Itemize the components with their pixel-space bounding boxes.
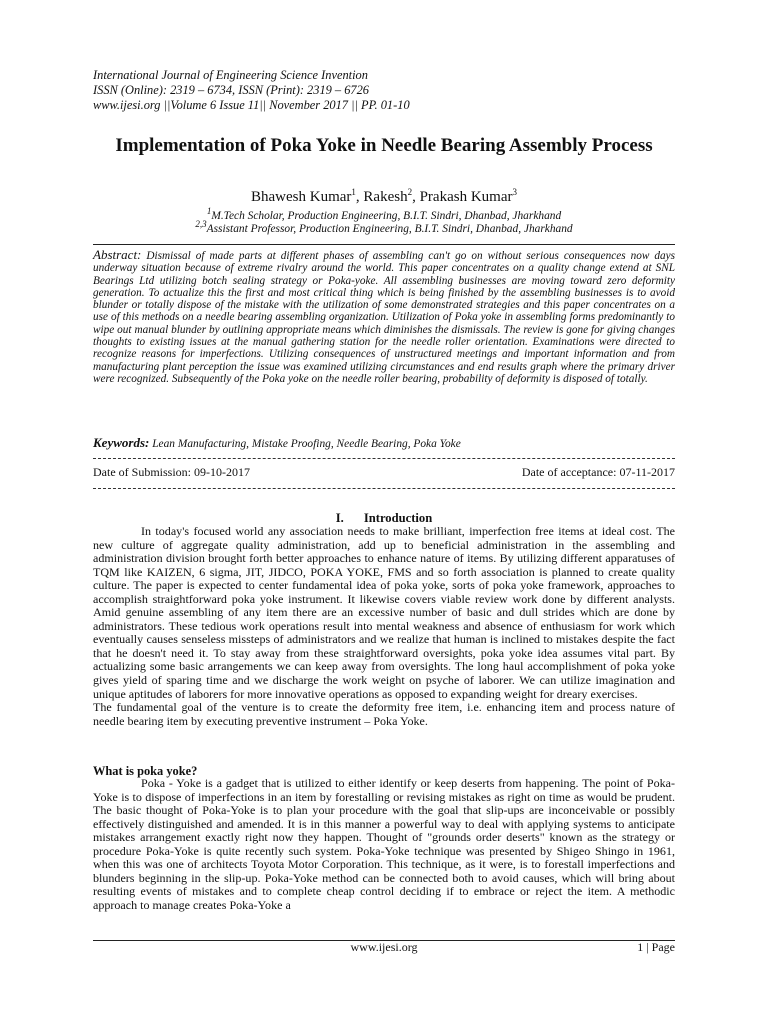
subsection-heading: What is poka yoke?: [93, 764, 198, 778]
section-title: Introduction: [363, 511, 433, 525]
subsection-body: [93, 777, 675, 912]
affiliation-text: Assistant Professor, Production Engineering, B.I.T. Sindri, Dhanbad, Jharkhand: [206, 223, 573, 235]
section-number: I.: [335, 511, 344, 525]
paragraph: Poka - Yoke is a gadget that is utilized to either identify or keep deserts from happening. The point of Poka-Yoke is to dispose of imperfections in an item by forestalling or revising mistakes as right on time as would be prudent. The basic thought of Poka-Yoke is to plan your procedure with the goal that slip-ups are inconceivable or possibly effectively distinguished and amended. It is in this manner a powerful way to deal with applying systems to anticipate mistakes arrangement exactly right now they happen. Thought of "grounds order deserts" known as the strategy or procedure Poka-Yoke is quite recently such system. Poka-Yoke technique was presented by Shigeo Shingo in 1961, when this was one of architects Toyota Motor Corporation. This technique, as it were, is to forestall imperfections and blunders beginning in the slip-up. Poka-Yoke method can be connected both to avoid causes, which will bring about resulting events of mistakes and to complete cheap control deciding if to embrace or reject the item. A methodic approach to manage creates Poka-Yoke a: [93, 776, 675, 912]
abstract-label: Abstract:: [93, 247, 142, 262]
paper-title: Implementation of Poka Yoke in Needle Bearing Assembly Process: [115, 135, 653, 156]
author-name: Rakesh: [363, 189, 408, 205]
submission-date: Date of Submission: 09-10-2017: [93, 465, 250, 479]
dates-row: [93, 465, 675, 480]
paragraph: The fundamental goal of the venture is to create the deformity free item, i.e. enhancing item and process nature of needle bearing item by executing preventive instrument – Poka Yoke.: [93, 700, 675, 728]
section-heading: [93, 511, 675, 525]
author-sup: 1: [351, 187, 356, 197]
abstract-top-rule: [93, 244, 675, 245]
author-list: Bhawesh Kumar$^1$, Rakesh$^2$, Prakash Kumar$^3$: [251, 187, 517, 205]
keywords: [93, 436, 675, 451]
affiliation-text: M.Tech Scholar, Production Engineering, B.I.T. Sindri, Dhanbad, Jharkhand: [211, 210, 562, 222]
introduction-body: [93, 525, 675, 728]
keywords-label: Keywords:: [93, 435, 150, 450]
abstract: [93, 249, 675, 385]
affiliation-sup: 1: [206, 206, 212, 217]
footer-site: www.ijesi.org: [350, 940, 418, 954]
affiliation: [93, 206, 675, 223]
author-sup: 3: [512, 187, 517, 197]
affiliation: [93, 219, 675, 236]
author-name: Bhawesh Kumar: [251, 189, 352, 205]
keywords-text: Lean Manufacturing, Mistake Proofing, Needle Bearing, Poka Yoke: [152, 438, 461, 450]
paragraph: In today's focused world any association needs to make brilliant, imperfection free items at ideal cost. The new culture of aggregate quality administration, add up to beneficial administration in the assembling and administration division brought forth better approaches to enhance nature of items. By utilizing different apparatuses of TQM like KAIZEN, 6 sigma, JIT, JIDCO, POKA YOKE, FMS and so forth association is planned to create quality culture. The paper is expected to center fundamental idea of poka yoke, sorts of poka yoke framework, approaches to accomplish straightforward poka yoke instrument. It likewise covers viable review work done by different analysts. Amid genuine assembling of any item there are an excessive number of basic and dull strides which are done by administrators. These tedious work operations result into mental weakness and absence of enthusiasm for work which eventually causes senseless missteps of administrators and we realize that human is inclined to mistakes despite the fact that he doesn't need it. To stay away from these straightforward oversights, poka yoke idea assumes vital part. By actualizing some basic arrangements we can keep away from oversights. The long haul accomplishment of poka yoke gives yield of sparing time and we discharge the work weight on psyche of laborer. We can utilize imagination and unique aptitudes of laborers for more innovative operations as opposed to expanding weight for dreary exercises.: [93, 524, 675, 701]
journal-header: [93, 68, 410, 113]
acceptance-date: Date of acceptance: 07-11-2017: [521, 465, 675, 479]
dates-bottom-divider: [93, 488, 675, 489]
author-name: Prakash Kumar: [419, 189, 513, 205]
journal-volume: www.ijesi.org ||Volume 6 Issue 11|| November 2017 || PP. 01-10: [93, 98, 410, 112]
journal-issn: ISSN (Online): 2319 – 6734, ISSN (Print): 2319 – 6726: [93, 83, 370, 97]
author-sup: 2: [407, 187, 413, 197]
dates-top-divider: [93, 458, 675, 459]
affiliation-sup: 2,3: [195, 219, 207, 230]
page-number: 1 | Page: [637, 940, 675, 954]
paper-page: [93, 0, 675, 1024]
abstract-text: Dismissal of made parts at different phases of assembling can't go on without serious consequences now days underway situation because of extreme rivalry around the world. This paper concentrates on a quality change extend at SNL Bearings Ltd utilizing botch sealing strategy or Poka-yoke. All assembling businesses are moving toward zero deformity generation. To actualize this the first and most critical thing which is being finished by the assembling businesses is to avoid blunder or totally dispose of the mistake with the utilization of some demonstrated strategies and this paper concentrates on a use of this methods on a needle bearing assembling organization. Utilization of Poka yoke in assembling forms predominantly to wipe out manual blunder by outlining appropriate means which diminishes the dismissals. The review is gone for giving changes thoughts to existing issues at the manual gathering station for the needle roller orientation. Examinations were directed to recognize reasons for imperfections. Utilizing consequences of unstructured meetings and important information and from manufacturing plant perception the issue was examined utilizing circumstances and end results graph where the primary driver were recognized. Subsequently of the Poka yoke on the needle roller bearing, probability of deformity is disposed of totally.: [93, 250, 676, 385]
journal-name: International Journal of Engineering Science Invention: [93, 68, 368, 82]
